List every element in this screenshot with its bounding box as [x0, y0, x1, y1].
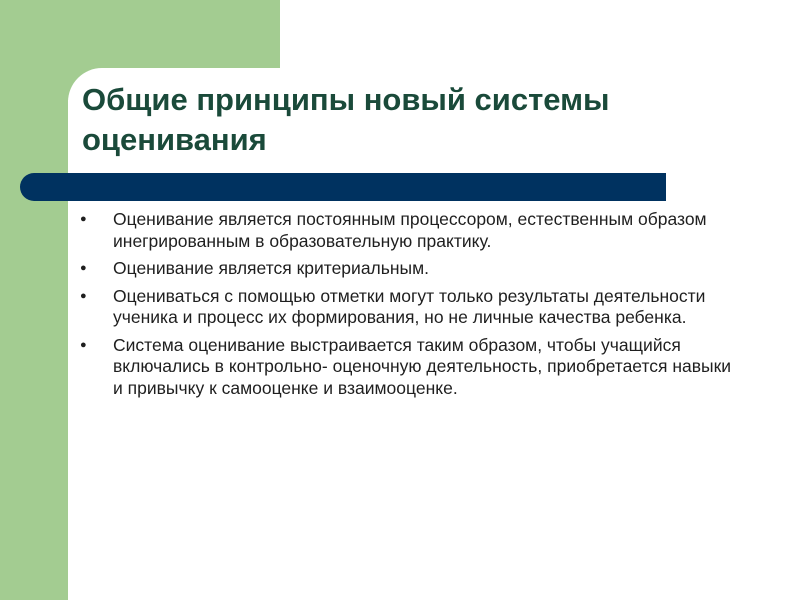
- bullet-item-self-assessment: [80, 335, 740, 400]
- bullet-text: Система оценивание выстраивается таким образом, чтобы учащийся включались в контрольно- оценочную деятельность, приобретается навыки и привычку к самооценке и взаимооценке.: [113, 334, 732, 398]
- title-underline-bar: [20, 173, 666, 201]
- slide-title-line-1: Общие принципы новый системы: [82, 82, 610, 117]
- bullet-dot-icon: ●: [80, 289, 87, 302]
- bullet-item-criterial: [80, 258, 740, 280]
- bullet-item-continuous-assessment: [80, 209, 740, 252]
- bullet-item-grading-results: [80, 286, 740, 329]
- bullet-text: Оценивание является критериальным.: [113, 258, 430, 278]
- slide-title-line-2: оценивания: [82, 122, 267, 157]
- bullet-dot-icon: ●: [80, 213, 87, 225]
- bullet-dot-icon: ●: [80, 262, 87, 274]
- bullet-list: [80, 209, 740, 405]
- decorative-green-strip-left: [0, 0, 68, 600]
- bullet-text: Оценивание является постоянным процессором, естественным образом инегрированным в образовательную практику.: [113, 209, 707, 251]
- bullet-dot-icon: ●: [80, 338, 87, 351]
- slide-title: [82, 80, 722, 160]
- bullet-text: Оцениваться с помощью отметки могут только результаты деятельности ученика и процесс их формирования, но не личные качества ребенка.: [113, 285, 706, 327]
